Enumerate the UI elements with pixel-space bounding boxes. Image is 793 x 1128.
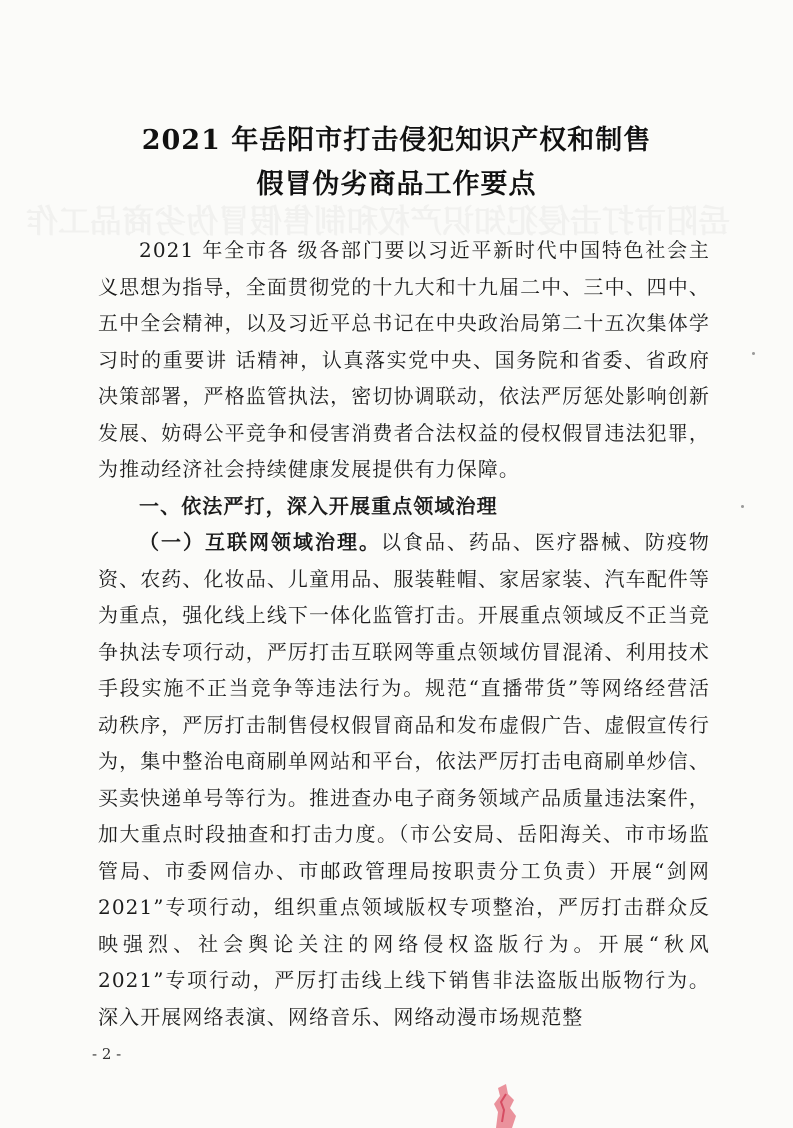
scan-speck [752,352,755,355]
page-number: - 2 - [92,1045,122,1063]
subsection-1-heading: （一）互联网领域治理。 [139,530,381,554]
red-seal-fragment [486,1082,522,1128]
title-line-1: 2021 年岳阳市打击侵犯知识产权和制售 [141,125,652,156]
subsection-1-paragraph [98,524,710,1035]
scan-speck [741,505,744,508]
intro-paragraph: 2021 年全市各 级各部门要以习近平新时代中国特色社会主义思想为指导，全面贯彻党的十九大和十九届二中、三中、四中、五中全会精神，以及习近平总书记在中央政治局第二十五次集体学习时的重要讲 话精神，认真落实党中央、国务院和省委、省政府决策部署，严格监管执法，密切协调联动，依法严厉惩处影响创新发展、妨碍公平竞争和侵害消费者合法权益的侵权假冒违法犯罪，为推动经济社会持续健康发展提供有力保障。 [98,238,710,481]
title-line-2: 假冒伪劣商品工作要点 [256,169,537,200]
section-1-heading: 一、依法严打，深入开展重点领域治理 [139,493,498,518]
document-body [98,232,710,1035]
bleed-through-text: 岳阳市打击侵犯知识产权和制售假冒伪劣商品工作 [25,202,730,240]
subsection-1-text: 以食品、药品、医疗器械、防疫物资、农药、化妆品、儿童用品、服装鞋帽、家居家装、汽车配件等为重点，强化线上线下一体化监管打击。开展重点领域反不正当竞争执法专项行动，严厉打击互联网等重点领域仿冒混淆、利用技术手段实施不正当竞争等违法行为。规范“直播带货”等网络经营活动秩序，严厉打击制售侵权假冒商品和发布虚假广告、虚假宣传行为，集中整治电商刷单网站和平台，依法严厉打击电商刷单炒信、买卖快递单号等行为。推进查办电子商务领域产品质量违法案件，加大重点时段抽查和打击力度。（市公安局、岳阳海关、市市场监管局、市委网信办、市邮政管理局按职责分工负责）开展“剑网 2021”专项行动，组织重点领域版权专项整治，严厉打击群众反映强烈、社会舆论关注的网络侵权盗版行为。开展“秋风 2021”专项行动，严厉打击线上线下销售非法盗版出版物行为。深入开展网络表演、网络音乐、网络动漫市场规范整 [98,530,710,1029]
